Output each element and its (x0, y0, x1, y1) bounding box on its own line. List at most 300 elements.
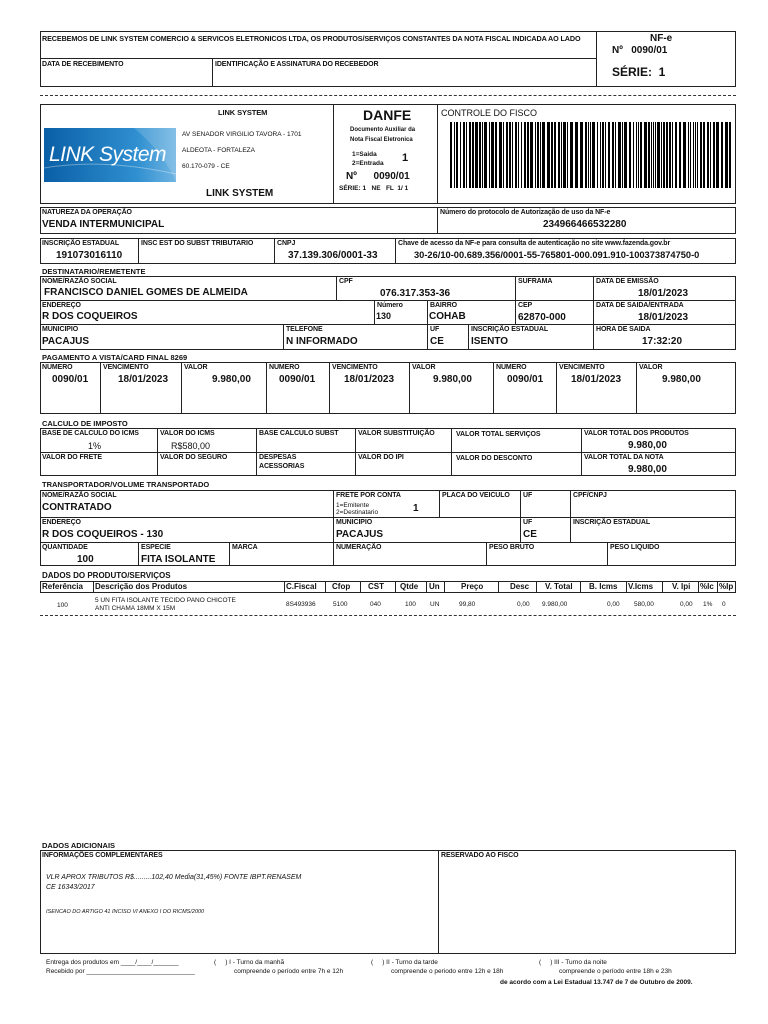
divider (498, 581, 499, 593)
barcode-bar (535, 122, 536, 188)
trans-peso-liquido-label: PESO LIQUIDO (610, 544, 660, 551)
dest-ie-label: INSCRIÇÃO ESTADUAL (471, 326, 549, 333)
divider (325, 581, 326, 593)
pag-numero: 0090/01 (279, 374, 316, 385)
divider (556, 362, 557, 414)
dest-cep-label: CEP (518, 302, 533, 309)
barcode-bar (509, 122, 511, 188)
barcode-bar (655, 122, 656, 188)
valor-icms-label: VALOR DO ICMS (160, 430, 215, 437)
divider (438, 850, 439, 954)
dest-numero: 130 (376, 311, 392, 321)
divider (444, 581, 445, 593)
transporte-section: TRANSPORTADOR/VOLUME TRANSPORTADO (42, 480, 210, 489)
cut-line (40, 95, 736, 96)
divider (229, 542, 230, 566)
barcode-bar (506, 122, 508, 188)
trans-nome-label: NOME/RAZÃO SOCIAL (42, 492, 117, 499)
prod-cfiscal: 8S493936 (286, 601, 316, 608)
divider (717, 581, 718, 593)
dest-hora-label: HORA DE SAIDA (596, 326, 651, 333)
divider (336, 276, 337, 300)
cnpj-label: CNPJ (277, 240, 296, 247)
barcode-bar (629, 122, 631, 188)
barcode-bar (530, 122, 533, 188)
pag-valor-label: VALOR (412, 364, 436, 371)
trans-nome: CONTRATADO (42, 502, 112, 513)
footer-turno-1b: compreende o período entre 7h e 12h (234, 968, 344, 975)
trans-quantidade: 100 (77, 554, 94, 565)
dest-numero-label: Número (377, 302, 403, 309)
barcode-bar (491, 122, 494, 188)
base-subst-label: BASE CALCULO SUBST (259, 430, 339, 437)
barcode-bar (688, 122, 689, 188)
barcode-bar (489, 122, 490, 188)
danfe-number: Nº 0090/01 (346, 171, 410, 182)
total-produtos: 9.980,00 (628, 440, 667, 451)
imposto-section: CALCULO DE IMPOSTO (42, 419, 128, 428)
barcode-bar (638, 122, 639, 188)
barcode-bar (624, 122, 627, 188)
divider (451, 428, 452, 476)
barcode-bar (700, 122, 702, 188)
dest-cep: 62870-000 (518, 312, 566, 323)
divider (515, 276, 516, 324)
dest-nome: FRANCISCO DANIEL GOMES DE ALMEIDA (44, 287, 248, 298)
divider (493, 362, 494, 414)
divider (212, 58, 213, 87)
trans-municipio-label: MUNICIPIO (336, 519, 373, 526)
trans-peso-bruto-label: PESO BRUTO (489, 544, 535, 551)
dest-bairro-label: BAIRRO (430, 302, 458, 309)
barcode-bar (540, 122, 541, 188)
barcode-bar (653, 122, 654, 188)
prod-cfop: 5100 (333, 601, 348, 608)
barcode-bar (588, 122, 589, 188)
pag-vencimento-label: VENCIMENTO (559, 364, 605, 371)
ie-value: 191073016110 (56, 250, 123, 261)
divider (284, 581, 285, 593)
dest-municipio: PACAJUS (42, 336, 90, 347)
danfe-subtitle-1: Documento Auxiliar da (350, 127, 416, 133)
pag-valor-label: VALOR (184, 364, 208, 371)
receipt-number: Nº 0090/01 (612, 45, 668, 56)
barcode-bar (482, 122, 483, 188)
frete-label: VALOR DO FRETE (42, 454, 102, 461)
divider (426, 581, 427, 593)
divider (138, 542, 139, 566)
info-line-2: CE 16343/2017 (46, 884, 95, 891)
despesas-label-2: ACESSORIAS (259, 463, 305, 470)
dest-saida-label: DATA DE SAIDA/ENTRADA (596, 302, 684, 309)
col-header-referencia: Referência (42, 582, 83, 591)
trans-uf2: CE (523, 529, 537, 540)
barcode-bar (563, 122, 566, 188)
emitente-name-bottom: LINK SYSTEM (206, 188, 274, 199)
barcode-bar (547, 122, 550, 188)
barcode-bar (551, 122, 553, 188)
ipi-label: VALOR DO IPI (358, 454, 404, 461)
total-produtos-label: VALOR TOTAL DOS PRODUTOS (584, 430, 689, 437)
ie-subst-label: INSC EST DO SUBST TRIBUTARIO (141, 240, 254, 247)
emitente-address-1: AV SENADOR VIRGILIO TAVORA - 1701 (182, 131, 302, 138)
barcode-bar (729, 122, 731, 188)
reservado-fisco-label: RESERVADO AO FISCO (441, 852, 519, 859)
danfe-serie-folha: SÉRIE: 1 NE FL 1/ 1 (339, 185, 409, 192)
prod-ref: 100 (57, 602, 68, 609)
divider (40, 542, 736, 543)
pagamento-section: PAGAMENTO A VISTA/CARD FINAL 8269 (42, 353, 188, 362)
divider (593, 276, 594, 350)
barcode-bar (605, 122, 606, 188)
pag-vencimento-label: VENCIMENTO (332, 364, 378, 371)
barcode-bar (456, 122, 458, 188)
dest-hora: 17:32:20 (642, 336, 683, 347)
barcode-bar (527, 122, 529, 188)
divider (626, 581, 627, 593)
dest-ie: ISENTO (471, 336, 509, 347)
barcode-bar (651, 122, 652, 188)
divider (333, 490, 334, 566)
divider (439, 490, 440, 517)
trans-numeracao-label: NUMERAÇÃO (336, 544, 382, 551)
barcode-bar (713, 122, 715, 188)
produtos-row-dashes (40, 615, 736, 616)
barcode-bar (592, 122, 595, 188)
barcode-bar (463, 122, 465, 188)
pag-valor: 9.980,00 (662, 374, 701, 385)
trans-endereco-label: ENDEREÇO (42, 519, 81, 526)
emitente-address-3: 60.170-079 - CE (182, 163, 230, 170)
barcode-bar (484, 122, 487, 188)
barcode-bar (695, 122, 696, 188)
barcode-bar (561, 122, 562, 188)
col-header-descricao: Descrição dos Produtos (95, 582, 188, 591)
dest-cpf: 076.317.353-36 (380, 288, 451, 299)
barcode-bar (518, 122, 519, 188)
barcode-bar (636, 122, 637, 188)
barcode-bar (657, 122, 660, 188)
trans-especie: FITA ISOLANTE (141, 554, 216, 565)
valor-icms: R$580,00 (171, 441, 211, 451)
barcode-bar (679, 122, 681, 188)
barcode-bar (600, 122, 601, 188)
danfe-subtitle-2: Nota Fiscal Eletronica (350, 137, 413, 143)
pag-valor: 9.980,00 (433, 374, 472, 385)
divider (329, 362, 330, 414)
ie-label: INSCRIÇÃO ESTADUAL (42, 240, 120, 247)
identificacao-label: IDENTIFICAÇÃO E ASSINATURA DO RECEBEDOR (215, 61, 379, 68)
divider (427, 300, 428, 350)
pag-numero-label: NUMERO (496, 364, 527, 371)
dest-endereco: R DOS COQUEIROS (42, 311, 138, 322)
divider (536, 581, 537, 593)
info-complementares-label: INFORMAÇÕES COMPLEMENTARES (42, 852, 163, 859)
dest-municipio-label: MUNICIPIO (42, 326, 79, 333)
barcode-bar (567, 122, 568, 188)
prod-cst: 040 (370, 601, 381, 608)
protocolo-label: Número do protocolo de Autorização de uso da NF-e (440, 209, 611, 216)
receipt-text: RECEBEMOS DE LINK SYSTEM COMERCIO & SERVICOS ELETRONICOS LTDA, OS PRODUTOS/SERVIÇOS CONSTANTES DA NOTA FISCAL INDICADA AO LADO (42, 34, 581, 43)
divider (266, 362, 267, 414)
col-header-qtde: Qtde (400, 582, 419, 591)
dest-emissao-label: DATA DE EMISSÃO (596, 278, 659, 285)
trans-especie-label: ESPECIE (141, 544, 171, 551)
natureza-label: NATUREZA DA OPERAÇÃO (42, 209, 132, 216)
divider (157, 428, 158, 476)
barcode-bar (542, 122, 545, 188)
prod-un: UN (430, 601, 440, 608)
emitente-name-top: LINK SYSTEM (218, 108, 268, 117)
barcode-bar (537, 122, 539, 188)
barcode-bar (683, 122, 686, 188)
barcode-bar (672, 122, 673, 188)
prod-desc-2: ANTI CHAMA 18MM X 15M (95, 605, 176, 612)
footer-entrega: Entrega dos produtos em ____/____/_______ (46, 959, 179, 966)
col-header-vtotal: V. Total (545, 582, 573, 591)
barcode-bar (648, 122, 650, 188)
pag-vencimento: 18/01/2023 (344, 374, 395, 385)
footer-turno-3: ( ) III - Turno da noite (539, 959, 607, 966)
nfe-label: NF-e (650, 33, 673, 44)
logo-text: LINK System (49, 143, 167, 166)
divider (355, 428, 356, 476)
barcode-bar (524, 122, 526, 188)
natureza-value: VENDA INTERMUNICIPAL (42, 219, 165, 230)
trans-municipio: PACAJUS (336, 529, 384, 540)
data-recebimento-label: DATA DE RECEBIMENTO (42, 61, 124, 68)
divider (181, 362, 182, 414)
receipt-serie: SÉRIE: 1 (612, 65, 666, 79)
trans-quantidade-label: QUANTIDADE (42, 544, 88, 551)
dest-uf: CE (430, 336, 444, 347)
barcode-bar (633, 122, 634, 188)
barcode-bar (661, 122, 662, 188)
dest-cpf-label: CPF (339, 278, 353, 285)
barcode-bar (640, 122, 642, 188)
barcode-bar (475, 122, 478, 188)
danfe-title: DANFE (363, 107, 412, 123)
divider (93, 581, 94, 593)
barcode-bar (585, 122, 587, 188)
divider (40, 517, 736, 518)
barcode-bar (721, 122, 723, 188)
adicionais-section: DADOS ADICIONAIS (42, 841, 116, 850)
protocolo-value: 234966466532280 (543, 219, 627, 230)
pag-numero: 0090/01 (52, 374, 89, 385)
danfe-saida: 1=Saida (352, 151, 377, 158)
trans-frete-opt2: 2=Destinatario (336, 509, 379, 516)
divider (395, 238, 396, 264)
valor-subst-label: VALOR SUBSTITUIÇÃO (358, 430, 435, 437)
info-line-1: VLR APROX TRIBUTOS R$.........102,40 Media(31,45%) FONTE IBPT.RENASEM (46, 874, 302, 881)
pag-vencimento: 18/01/2023 (118, 374, 169, 385)
divider (360, 581, 361, 593)
divider (468, 324, 469, 350)
barcode-bar (479, 122, 481, 188)
total-nota-label: VALOR TOTAL DA NOTA (584, 454, 664, 461)
trans-frete-label: FRETE POR CONTA (336, 492, 401, 499)
barcode-bar (521, 122, 522, 188)
total-nota: 9.980,00 (628, 464, 667, 475)
divider (662, 581, 663, 593)
col-header-pic: %Ic (700, 582, 714, 591)
divider (333, 104, 334, 204)
trans-uf2-label: UF (523, 519, 533, 526)
pag-numero-label: NUMERO (42, 364, 73, 371)
prod-desc: 0,00 (517, 601, 530, 608)
col-header-pip: %Ip (719, 582, 734, 591)
col-header-cfiscal: C.Fiscal (286, 582, 317, 591)
barcode-bar (690, 122, 691, 188)
dest-telefone: N INFORMADO (286, 336, 358, 347)
divider (283, 324, 284, 350)
pag-vencimento-label: VENCIMENTO (103, 364, 149, 371)
col-header-preco: Preço (461, 582, 484, 591)
barcode-bar (622, 122, 623, 188)
footer-turno-2b: compreende o periodo entre 12h e 18h (391, 968, 504, 975)
prod-qtde: 100 (405, 601, 416, 608)
divider (437, 104, 438, 204)
barcode-bar (466, 122, 467, 188)
footer-turno-2: ( ) II - Turno da tarde (371, 959, 438, 966)
barcode (450, 122, 732, 188)
base-icms: 1% (88, 441, 102, 451)
trans-ie-label: INSCRIÇÃO ESTADUAL (573, 519, 651, 526)
divider (40, 324, 736, 325)
footer-turno-1: ( ) I - Turno da manhã (214, 959, 285, 966)
desconto-label: VALOR DO DESCONTO (456, 455, 533, 462)
trans-cpf-label: CPF/CNPJ (573, 492, 607, 499)
pag-valor-label: VALOR (639, 364, 663, 371)
pag-vencimento: 18/01/2023 (571, 374, 622, 385)
dest-suframa-label: SUFRAMA (518, 278, 553, 285)
barcode-bar (612, 122, 614, 188)
divider (607, 542, 608, 566)
barcode-bar (697, 122, 698, 188)
barcode-bar (590, 122, 591, 188)
barcode-bar (450, 122, 452, 188)
divider (570, 490, 571, 542)
danfe-tipo: 1 (402, 152, 409, 164)
barcode-bar (644, 122, 647, 188)
prod-vtotal: 9.980,00 (542, 601, 568, 608)
info-line-3: ISENCAO DO ARTIGO 41 INCISO VI ANEXO I DO RICMS/2000 (46, 909, 205, 915)
barcode-bar (580, 122, 583, 188)
trans-uf-label: UF (523, 492, 533, 499)
divider (40, 58, 596, 59)
dest-uf-label: UF (430, 326, 440, 333)
prod-pip: 0 (722, 601, 726, 608)
dest-saida: 18/01/2023 (638, 312, 689, 323)
col-header-vipi: V. Ipi (672, 582, 691, 591)
barcode-bar (469, 122, 471, 188)
divider (395, 581, 396, 593)
divider (40, 300, 736, 301)
divider (486, 542, 487, 566)
col-header-cst: CST (368, 582, 384, 591)
barcode-bar (554, 122, 556, 188)
divider (581, 428, 582, 476)
divider (580, 581, 581, 593)
dest-endereco-label: ENDEREÇO (42, 302, 81, 309)
barcode-bar (570, 122, 573, 188)
barcode-bar (666, 122, 668, 188)
pag-numero: 0090/01 (507, 374, 544, 385)
prod-vicms: 580,00 (634, 601, 654, 608)
divider (138, 238, 139, 264)
divider (698, 581, 699, 593)
base-icms-label: BASE DE CALCULO DO ICMS (42, 430, 139, 437)
dest-emissao: 18/01/2023 (638, 288, 689, 299)
barcode-bar (499, 122, 502, 188)
barcode-bar (618, 122, 621, 188)
col-header-cfop: Cfop (332, 582, 351, 591)
barcode-bar (454, 122, 455, 188)
controle-fisco-label: CONTROLE DO FISCO (441, 108, 538, 118)
company-logo (44, 128, 176, 182)
barcode-bar (663, 122, 665, 188)
chave-value: 30-26/10-00.689.356/0001-55-765801-000.091.910-100373874750-0 (414, 250, 700, 260)
footer-lei: de acordo com a Lei Estadual 13.747 de 7 de Outubro de 2009. (500, 979, 693, 986)
col-header-desc: Desc (510, 582, 530, 591)
divider (437, 207, 438, 234)
prod-vipi: 0,00 (680, 601, 693, 608)
pag-valor: 9.980,00 (212, 374, 251, 385)
barcode-bar (669, 122, 671, 188)
divider (374, 300, 375, 324)
emitente-address-2: ALDEOTA - FORTALEZA (182, 147, 255, 154)
barcode-bar (460, 122, 461, 188)
barcode-bar (512, 122, 513, 188)
dest-nome-label: NOME/RAZÃO SOCIAL (42, 278, 117, 285)
footer-recebido: Recebido por ______________________________ (46, 968, 195, 975)
divider (409, 362, 410, 414)
servicos-label: VALOR TOTAL SERVIÇOS (456, 431, 541, 438)
trans-placa-label: PLACA DO VEICULO (442, 492, 510, 499)
divider (520, 490, 521, 542)
barcode-bar (515, 122, 517, 188)
trans-frete: 1 (413, 503, 419, 514)
barcode-bar (495, 122, 497, 188)
footer-turno-3b: compreende o período entre 18h e 23h (559, 968, 672, 975)
barcode-bar (558, 122, 560, 188)
barcode-bar (675, 122, 677, 188)
dest-bairro: COHAB (429, 311, 466, 322)
barcode-bar (693, 122, 694, 188)
prod-desc-1: 5 UN FITA ISOLANTE TECIDO PANO CHICOTE (95, 597, 236, 604)
col-header-un: Un (429, 582, 440, 591)
adicionais-box (40, 850, 736, 954)
barcode-bar (472, 122, 474, 188)
dest-telefone-label: TELEFONE (286, 326, 323, 333)
prod-preco: 99,80 (459, 601, 476, 608)
trans-endereco: R DOS COQUEIROS - 130 (42, 529, 164, 540)
pag-numero-label: NUMERO (269, 364, 300, 371)
barcode-bar (503, 122, 504, 188)
despesas-label-1: DESPESAS (259, 454, 297, 461)
trans-marca-label: MARCA (232, 544, 258, 551)
danfe-entrada: 2=Entrada (352, 160, 384, 167)
seguro-label: VALOR DO SEGURO (160, 454, 228, 461)
prod-bicms: 0,00 (607, 601, 620, 608)
col-header-bicms: B. Icms (589, 582, 618, 591)
trans-frete-opt1: 1=Emitente (336, 502, 370, 509)
barcode-bar (707, 122, 709, 188)
chave-label: Chave de acesso da NF-e para consulta de autenticação no site www.fazenda.gov.br (398, 240, 671, 247)
barcode-bar (597, 122, 598, 188)
divider (256, 428, 257, 476)
